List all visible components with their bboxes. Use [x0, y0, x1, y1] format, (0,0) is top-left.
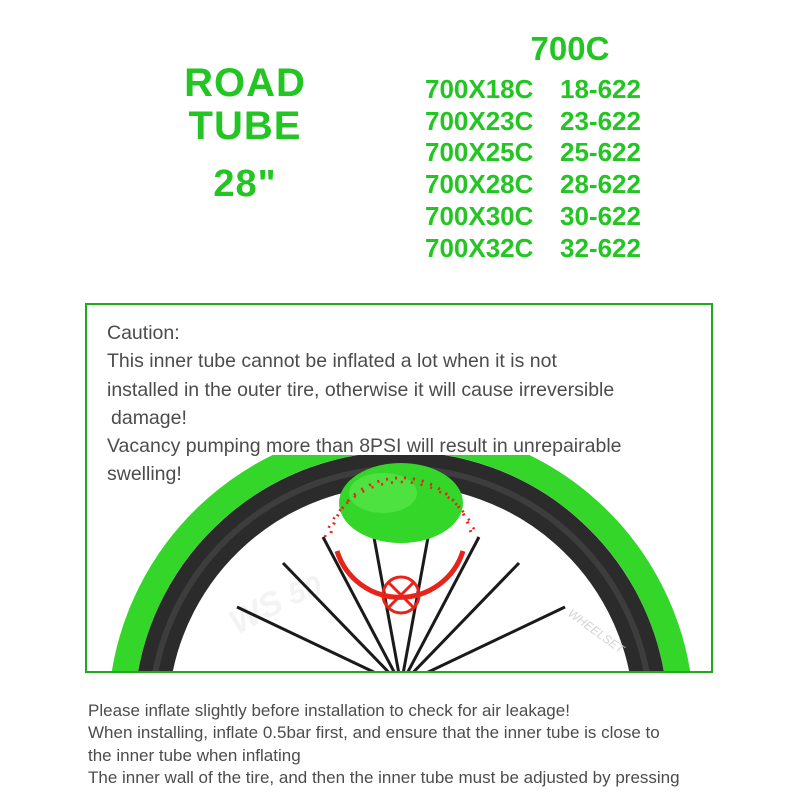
- spec-size: 700X18C: [425, 74, 534, 104]
- spec-table: [425, 30, 685, 264]
- spec-size: 700X28C: [425, 169, 534, 200]
- product-title-line2: TUBE: [188, 104, 302, 149]
- spec-iso: 25-622: [560, 137, 641, 168]
- caution-line-1: This inner tube cannot be inflated a lot when it is not: [107, 350, 557, 373]
- header-section: [0, 0, 800, 280]
- spec-iso: 23-622: [560, 105, 641, 136]
- footer-line-4: The inner wall of the tire, and then the inner tube must be adjusted by pressing: [88, 768, 680, 788]
- spec-row: [425, 137, 685, 169]
- spec-size: 700X32C: [425, 232, 534, 263]
- spec-row: [425, 233, 685, 265]
- product-title-line1: ROAD: [184, 61, 306, 105]
- spec-iso: 28-622: [560, 169, 641, 200]
- spec-row: [425, 106, 685, 138]
- caution-label: Caution:: [107, 322, 180, 344]
- caution-line-4: Vacancy pumping more than 8PSI will result in unrepairable: [107, 435, 622, 458]
- spec-iso: 30-622: [560, 200, 641, 231]
- spec-iso: 18-622: [560, 74, 641, 104]
- svg-text:WS: WS: [222, 582, 290, 643]
- footer-line-1: Please inflate slightly before installation to check for air leakage!: [88, 701, 570, 720]
- caution-line-5: swelling!: [107, 463, 182, 486]
- caution-line-2: installed in the outer tire, otherwise it will cause irreversible: [107, 378, 615, 401]
- spec-row: [425, 201, 685, 233]
- rim-brand-text: [223, 570, 628, 657]
- spec-size: 700X23C: [425, 105, 534, 136]
- tube-swelling-bubble: [339, 463, 463, 543]
- spec-row: [425, 74, 685, 106]
- spec-size: 700X30C: [425, 200, 534, 231]
- spec-iso: 32-622: [560, 232, 641, 263]
- svg-text:WHEELSET: WHEELSET: [565, 606, 627, 657]
- product-title-block: [110, 62, 380, 205]
- wheel-illustration: [87, 455, 713, 673]
- caution-panel: [85, 303, 713, 673]
- spec-heading: 700C: [530, 30, 610, 67]
- svg-text:50: 50: [283, 569, 326, 612]
- spec-size: 700X25C: [425, 137, 534, 168]
- footer-line-3: the inner tube when inflating: [88, 745, 301, 765]
- caution-line-3: damage!: [111, 406, 187, 429]
- footer-line-2: When installing, inflate 0.5bar first, and ensure that the inner tube is close to: [88, 723, 660, 743]
- product-size-label: 28": [213, 163, 277, 206]
- spec-row: [425, 169, 685, 201]
- footer-notes: [88, 700, 728, 790]
